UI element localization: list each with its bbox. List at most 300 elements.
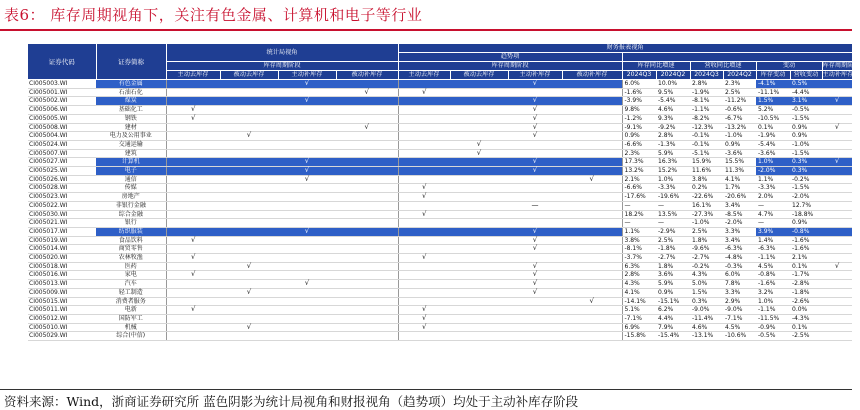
stat-stage-cell bbox=[166, 123, 220, 132]
trend-stage-cell bbox=[398, 288, 450, 297]
value-cell: 1.4% bbox=[756, 236, 790, 245]
trend-stage-cell bbox=[508, 254, 562, 263]
row-name: 纺织服装 bbox=[96, 227, 166, 236]
value-cell: 2.3% bbox=[622, 149, 656, 158]
row-code: CI005019.WI bbox=[28, 236, 96, 245]
trend-stage-cell bbox=[562, 306, 622, 315]
stat-stage-cell bbox=[336, 306, 398, 315]
value-cell: -1.2% bbox=[622, 114, 656, 123]
stat-stage-cell bbox=[166, 140, 220, 149]
stat-stage-cell bbox=[336, 236, 398, 245]
stat-stage-cell bbox=[278, 262, 336, 271]
table-row bbox=[28, 158, 852, 167]
stat-stage-cell bbox=[336, 210, 398, 219]
value-cell: -0.6% bbox=[723, 106, 756, 115]
value-cell: 4.3% bbox=[622, 280, 656, 289]
value-cell: -5.4% bbox=[656, 97, 690, 106]
value-cell: 4.1% bbox=[723, 175, 756, 184]
last-stage-cell bbox=[822, 106, 852, 115]
trend-stage-cell bbox=[398, 97, 450, 106]
value-cell: -17.6% bbox=[622, 193, 656, 202]
trend-stage-cell bbox=[562, 106, 622, 115]
value-cell: 1.0% bbox=[656, 175, 690, 184]
row-code: CI005003.WI bbox=[28, 80, 96, 89]
stat-stage-cell: √ bbox=[278, 280, 336, 289]
value-cell: 6.9% bbox=[622, 323, 656, 332]
value-cell: -1.8% bbox=[656, 245, 690, 254]
stat-stage-cell bbox=[166, 193, 220, 202]
value-cell: 11.6% bbox=[690, 167, 723, 176]
table-row bbox=[28, 88, 852, 97]
value-cell: -11.4% bbox=[690, 314, 723, 323]
stat-stage-cell bbox=[166, 167, 220, 176]
stat-stage-cell bbox=[336, 271, 398, 280]
last-stage-cell bbox=[822, 323, 852, 332]
trend-stage-cell bbox=[450, 210, 508, 219]
chg-col-1: 营收变动 bbox=[790, 71, 822, 80]
trend-stage-cell: √ bbox=[450, 140, 508, 149]
value-cell: 17.3% bbox=[622, 158, 656, 167]
stat-stage-2: 主动补库存 bbox=[278, 71, 336, 80]
trend-stage-cell bbox=[562, 201, 622, 210]
row-name: 钢铁 bbox=[96, 114, 166, 123]
value-cell: 0.9% bbox=[723, 140, 756, 149]
value-cell: -2.7% bbox=[656, 254, 690, 263]
stat-stage-cell bbox=[278, 297, 336, 306]
table-row bbox=[28, 236, 852, 245]
value-cell: -11.5% bbox=[756, 314, 790, 323]
trend-stage-cell bbox=[398, 236, 450, 245]
stat-stage-cell bbox=[278, 193, 336, 202]
stat-stage-cell bbox=[220, 236, 278, 245]
stat-stage-cell: √ bbox=[166, 306, 220, 315]
value-cell: -2.0% bbox=[756, 167, 790, 176]
trend-stage-cell bbox=[562, 193, 622, 202]
value-cell: -0.8% bbox=[756, 271, 790, 280]
last-stage-cell bbox=[822, 175, 852, 184]
last-stage-cell bbox=[822, 236, 852, 245]
stat-stage-cell: √ bbox=[278, 227, 336, 236]
value-cell: 0.9% bbox=[790, 132, 822, 141]
row-name: 消费者服务 bbox=[96, 297, 166, 306]
stat-stage-cell bbox=[220, 97, 278, 106]
last-stage-cell: √ bbox=[822, 262, 852, 271]
last-stage-cell bbox=[822, 280, 852, 289]
value-cell: -1.0% bbox=[790, 140, 822, 149]
last-stage-cell bbox=[822, 288, 852, 297]
value-cell: -1.9% bbox=[690, 88, 723, 97]
value-cell: 0.5% bbox=[790, 80, 822, 89]
stat-stage-cell bbox=[166, 184, 220, 193]
row-code: CI005014.WI bbox=[28, 245, 96, 254]
trend-stage-cell bbox=[562, 123, 622, 132]
value-cell: 9.5% bbox=[656, 88, 690, 97]
row-name: 汽车 bbox=[96, 280, 166, 289]
trend-stage-cell bbox=[562, 280, 622, 289]
trend-stage-cell bbox=[562, 114, 622, 123]
trend-stage-cell: √ bbox=[450, 149, 508, 158]
trend-stage-cell: √ bbox=[508, 123, 562, 132]
stat-stage-cell bbox=[278, 201, 336, 210]
quarter-3: 2024Q2 bbox=[723, 71, 756, 80]
trend-stage-cell bbox=[398, 106, 450, 115]
trend-stage-cell: √ bbox=[508, 106, 562, 115]
value-cell: -9.0% bbox=[723, 306, 756, 315]
trend-stage-cell bbox=[450, 236, 508, 245]
col-code: 证券代码 bbox=[28, 44, 96, 80]
value-cell: -1.6% bbox=[790, 236, 822, 245]
stat-stage-cell bbox=[220, 271, 278, 280]
value-cell: -3.7% bbox=[622, 254, 656, 263]
row-name: 机械 bbox=[96, 323, 166, 332]
stat-stage-cell bbox=[166, 227, 220, 236]
trend-stage-cell bbox=[450, 201, 508, 210]
stat-stage-cell bbox=[166, 132, 220, 141]
value-cell: 18.2% bbox=[622, 210, 656, 219]
stat-stage-cell bbox=[278, 314, 336, 323]
trend-stage-cell: √ bbox=[562, 297, 622, 306]
stat-stage-cell bbox=[278, 106, 336, 115]
trend-sub: 库存周期阶段 bbox=[398, 62, 622, 71]
stat-stage-cell bbox=[220, 219, 278, 228]
table-row bbox=[28, 210, 852, 219]
value-cell: -14.1% bbox=[622, 297, 656, 306]
value-cell: -3.3% bbox=[756, 184, 790, 193]
value-cell: 16.3% bbox=[656, 158, 690, 167]
value-cell: -4.4% bbox=[790, 88, 822, 97]
row-code: CI005004.WI bbox=[28, 132, 96, 141]
value-cell: -12.3% bbox=[690, 123, 723, 132]
trend-stage-cell bbox=[398, 158, 450, 167]
trend-stage-cell: √ bbox=[562, 175, 622, 184]
value-cell: 12.7% bbox=[790, 201, 822, 210]
value-cell: -1.5% bbox=[790, 149, 822, 158]
last-stage-cell bbox=[822, 245, 852, 254]
stat-sub: 库存周期阶段 bbox=[166, 62, 398, 71]
row-code: CI005027.WI bbox=[28, 158, 96, 167]
stat-stage-cell bbox=[336, 201, 398, 210]
value-cell: -0.3% bbox=[723, 262, 756, 271]
value-cell: 0.1% bbox=[756, 123, 790, 132]
value-cell: 2.8% bbox=[622, 271, 656, 280]
value-cell: 1.1% bbox=[756, 175, 790, 184]
value-cell: 3.8% bbox=[622, 236, 656, 245]
row-name: 建材 bbox=[96, 123, 166, 132]
value-cell: -15.1% bbox=[656, 297, 690, 306]
value-cell: -2.8% bbox=[790, 280, 822, 289]
trend-group: 趋势项 bbox=[398, 53, 622, 62]
value-cell: 9.3% bbox=[656, 114, 690, 123]
trend-stage-cell bbox=[398, 167, 450, 176]
stat-stage-cell bbox=[166, 88, 220, 97]
row-name: 煤炭 bbox=[96, 97, 166, 106]
stat-stage-cell bbox=[336, 184, 398, 193]
value-cell: 15.5% bbox=[723, 158, 756, 167]
value-cell: -15.4% bbox=[656, 332, 690, 341]
table-title: 表6： 库存周期视角下，关注有色金属、计算机和电子等行业 bbox=[4, 6, 423, 24]
value-cell: 2.3% bbox=[723, 80, 756, 89]
stat-stage-cell: √ bbox=[166, 254, 220, 263]
row-name: 通信 bbox=[96, 175, 166, 184]
value-cell: -10.6% bbox=[723, 332, 756, 341]
table-row bbox=[28, 132, 852, 141]
row-code: CI005009.WI bbox=[28, 288, 96, 297]
stat-stage-cell bbox=[336, 288, 398, 297]
row-code: CI005030.WI bbox=[28, 210, 96, 219]
trend-stage-cell bbox=[562, 158, 622, 167]
trend-stage-cell bbox=[398, 280, 450, 289]
value-cell: -1.9% bbox=[756, 132, 790, 141]
value-cell: 4.1% bbox=[622, 288, 656, 297]
value-cell: 2.5% bbox=[690, 227, 723, 236]
trend-stage-cell: √ bbox=[508, 167, 562, 176]
stat-stage-cell bbox=[220, 314, 278, 323]
value-cell: 1.8% bbox=[656, 262, 690, 271]
trend-stage-cell bbox=[562, 210, 622, 219]
stat-stage-cell bbox=[278, 132, 336, 141]
last-stage-cell bbox=[822, 271, 852, 280]
value-cell: — bbox=[622, 201, 656, 210]
trend-stage-cell bbox=[450, 297, 508, 306]
value-cell: -1.0% bbox=[723, 132, 756, 141]
stat-stage-cell bbox=[278, 184, 336, 193]
trend-stage-cell bbox=[450, 88, 508, 97]
trend-stage-cell bbox=[450, 106, 508, 115]
trend-stage-cell bbox=[450, 262, 508, 271]
value-cell: 3.3% bbox=[723, 227, 756, 236]
trend-stage-cell: √ bbox=[398, 88, 450, 97]
trend-stage-cell bbox=[562, 288, 622, 297]
trend-stage-cell bbox=[450, 123, 508, 132]
row-code: CI005018.WI bbox=[28, 262, 96, 271]
trend-stage-cell bbox=[450, 280, 508, 289]
value-cell: -3.6% bbox=[756, 149, 790, 158]
trend-stage-cell bbox=[450, 114, 508, 123]
row-code: CI005025.WI bbox=[28, 167, 96, 176]
trend-stage-0: 主动去库存 bbox=[398, 71, 450, 80]
row-code: CI005023.WI bbox=[28, 193, 96, 202]
value-cell: -1.8% bbox=[790, 288, 822, 297]
stat-stage-cell bbox=[166, 158, 220, 167]
trend-stage-cell bbox=[562, 80, 622, 89]
trend-stage-cell bbox=[398, 114, 450, 123]
row-name: 电新 bbox=[96, 306, 166, 315]
last-stage-cell bbox=[822, 167, 852, 176]
table-row bbox=[28, 297, 852, 306]
trend-stage-cell bbox=[398, 80, 450, 89]
value-cell: -6.6% bbox=[622, 184, 656, 193]
value-cell: 3.9% bbox=[756, 227, 790, 236]
stat-stage-cell: √ bbox=[166, 271, 220, 280]
trend-stage-cell: √ bbox=[398, 323, 450, 332]
last-stage-cell bbox=[822, 193, 852, 202]
trend-stage-cell bbox=[398, 262, 450, 271]
value-cell: -8.5% bbox=[723, 210, 756, 219]
trend-stage-cell bbox=[562, 262, 622, 271]
value-cell: 5.1% bbox=[622, 306, 656, 315]
trend-stage-cell bbox=[450, 175, 508, 184]
value-cell: -8.1% bbox=[622, 245, 656, 254]
table-row bbox=[28, 227, 852, 236]
stat-stage-cell: √ bbox=[336, 88, 398, 97]
value-cell: -1.1% bbox=[756, 254, 790, 263]
stat-stage-cell bbox=[166, 280, 220, 289]
trend-stage-cell bbox=[562, 88, 622, 97]
row-name: 综合(中信) bbox=[96, 332, 166, 341]
value-cell: 15.2% bbox=[656, 167, 690, 176]
row-name: 家电 bbox=[96, 271, 166, 280]
table-row bbox=[28, 123, 852, 132]
table-row bbox=[28, 254, 852, 263]
trend-stage-cell: √ bbox=[508, 80, 562, 89]
stat-stage-cell bbox=[220, 106, 278, 115]
value-cell: -1.6% bbox=[790, 245, 822, 254]
trend-stage-cell bbox=[450, 184, 508, 193]
value-cell: -2.7% bbox=[690, 254, 723, 263]
value-cell: -11.2% bbox=[723, 97, 756, 106]
row-name: 医药 bbox=[96, 262, 166, 271]
value-cell: -8.2% bbox=[690, 114, 723, 123]
stat-stage-cell bbox=[278, 236, 336, 245]
value-cell: — bbox=[656, 219, 690, 228]
trend-stage-cell: √ bbox=[508, 114, 562, 123]
stat-stage-cell bbox=[278, 323, 336, 332]
value-cell: 5.0% bbox=[690, 280, 723, 289]
last-col: 主动补库存 bbox=[822, 71, 854, 78]
table-row bbox=[28, 106, 852, 115]
stat-stage-cell bbox=[336, 149, 398, 158]
trend-stage-cell bbox=[562, 323, 622, 332]
value-cell: -1.3% bbox=[656, 140, 690, 149]
stat-stage-cell bbox=[278, 245, 336, 254]
trend-stage-cell bbox=[398, 201, 450, 210]
value-cell: 4.5% bbox=[756, 262, 790, 271]
chg-col-0: 库存变动 bbox=[756, 71, 790, 80]
value-cell: -1.6% bbox=[622, 88, 656, 97]
value-cell: 13.2% bbox=[622, 167, 656, 176]
trend-stage-cell bbox=[450, 80, 508, 89]
value-cell: -15.8% bbox=[622, 332, 656, 341]
value-cell: -20.6% bbox=[723, 193, 756, 202]
stat-stage-3: 被动补库存 bbox=[336, 71, 398, 80]
stat-stage-cell bbox=[220, 254, 278, 263]
last-stage-cell bbox=[822, 210, 852, 219]
value-cell: -6.7% bbox=[723, 114, 756, 123]
stat-stage-cell bbox=[278, 288, 336, 297]
trend-stage-1: 被动去库存 bbox=[450, 71, 508, 80]
trend-stage-cell bbox=[398, 332, 450, 341]
inv-yoy: 库存同比增速 bbox=[622, 62, 690, 71]
stat-stage-cell bbox=[278, 140, 336, 149]
table-row bbox=[28, 97, 852, 106]
value-cell: -5.4% bbox=[756, 140, 790, 149]
trend-stage-cell bbox=[562, 132, 622, 141]
value-cell: -1.1% bbox=[756, 306, 790, 315]
table-row bbox=[28, 175, 852, 184]
stat-stage-cell: √ bbox=[278, 167, 336, 176]
table-row bbox=[28, 193, 852, 202]
trend-stage-cell bbox=[398, 227, 450, 236]
stat-stage-cell bbox=[220, 201, 278, 210]
row-code: CI005008.WI bbox=[28, 123, 96, 132]
trend-stage-cell: √ bbox=[508, 280, 562, 289]
value-cell: 3.8% bbox=[690, 175, 723, 184]
trend-stage-cell bbox=[398, 149, 450, 158]
last-stage-cell bbox=[822, 184, 852, 193]
stat-stage-cell bbox=[166, 149, 220, 158]
last-stage-cell bbox=[822, 227, 852, 236]
value-cell: 1.0% bbox=[756, 158, 790, 167]
value-cell: -3.6% bbox=[723, 149, 756, 158]
row-code: CI005016.WI bbox=[28, 271, 96, 280]
last-stage-cell bbox=[822, 332, 852, 341]
row-name: 国防军工 bbox=[96, 314, 166, 323]
trend-stage-cell: √ bbox=[398, 210, 450, 219]
trend-stage-cell bbox=[450, 227, 508, 236]
value-cell: -4.8% bbox=[723, 254, 756, 263]
stat-stage-cell bbox=[220, 158, 278, 167]
table-row bbox=[28, 201, 852, 210]
stat-stage-cell bbox=[166, 80, 220, 89]
quarter-0: 2024Q3 bbox=[622, 71, 656, 80]
value-cell: -1.5% bbox=[790, 114, 822, 123]
last-stage-cell bbox=[822, 140, 852, 149]
last-stage-cell bbox=[822, 306, 852, 315]
value-cell: 3.3% bbox=[723, 288, 756, 297]
value-cell: 6.3% bbox=[622, 262, 656, 271]
stat-stage-cell bbox=[278, 114, 336, 123]
value-cell: -4.3% bbox=[790, 314, 822, 323]
stat-stage-cell bbox=[220, 167, 278, 176]
row-code: CI005028.WI bbox=[28, 184, 96, 193]
table-row bbox=[28, 280, 852, 289]
bottom-rule bbox=[0, 389, 852, 390]
trend-stage-cell bbox=[562, 236, 622, 245]
stat-stage-cell: √ bbox=[220, 323, 278, 332]
stat-stage-cell bbox=[336, 332, 398, 341]
stat-stage-cell bbox=[166, 323, 220, 332]
table-row bbox=[28, 245, 852, 254]
stat-stage-cell: √ bbox=[278, 97, 336, 106]
row-name: 轻工制造 bbox=[96, 288, 166, 297]
stat-stage-cell bbox=[166, 219, 220, 228]
value-cell: -13.2% bbox=[723, 123, 756, 132]
trend-stage-cell bbox=[450, 288, 508, 297]
value-cell: -19.6% bbox=[656, 193, 690, 202]
value-cell: 0.3% bbox=[790, 167, 822, 176]
trend-stage-cell bbox=[562, 254, 622, 263]
value-cell: 2.0% bbox=[756, 193, 790, 202]
row-name: 商贸零售 bbox=[96, 245, 166, 254]
trend-stage-cell bbox=[508, 175, 562, 184]
row-name: 食品饮料 bbox=[96, 236, 166, 245]
value-cell: -9.1% bbox=[622, 123, 656, 132]
trend-stage-cell bbox=[508, 306, 562, 315]
inventory-cycle-table bbox=[28, 44, 860, 341]
value-cell: 0.2% bbox=[690, 184, 723, 193]
value-cell: 0.9% bbox=[656, 288, 690, 297]
trend-stage-cell bbox=[450, 332, 508, 341]
stat-stage-cell bbox=[166, 332, 220, 341]
stat-stage-cell bbox=[166, 210, 220, 219]
value-cell: 6.0% bbox=[622, 80, 656, 89]
stat-stage-cell: √ bbox=[220, 262, 278, 271]
trend-stage-cell bbox=[398, 132, 450, 141]
value-cell: -2.5% bbox=[790, 332, 822, 341]
trend-stage-cell bbox=[508, 140, 562, 149]
value-cell: 3.2% bbox=[756, 288, 790, 297]
last-stage-cell bbox=[822, 201, 852, 210]
